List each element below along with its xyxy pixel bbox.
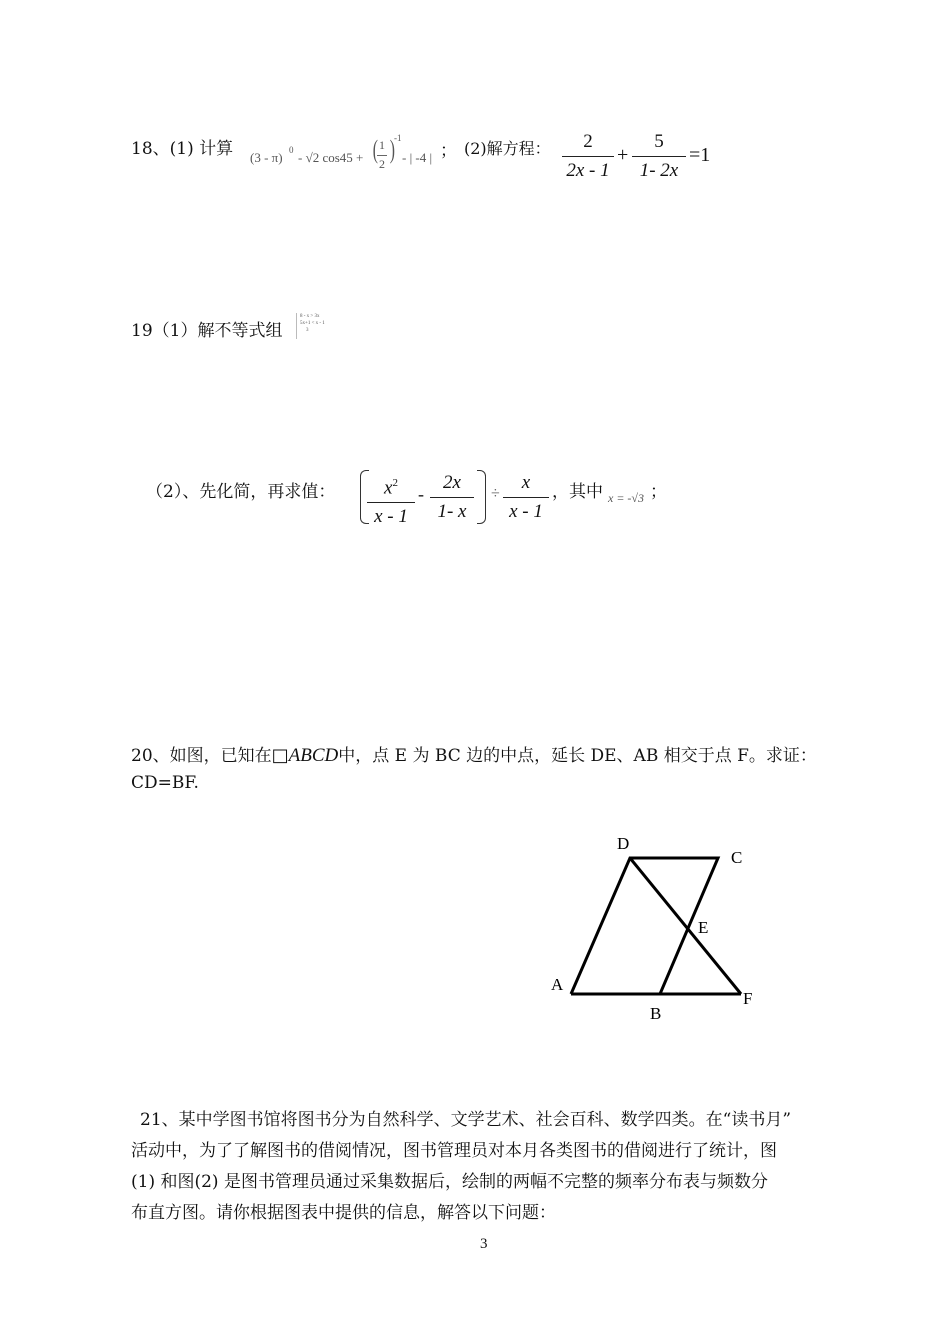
- eq-f2-num: 5: [654, 131, 664, 152]
- fraction-bar: [562, 156, 614, 157]
- point-label-e: E: [698, 918, 709, 937]
- expr-exp-a: 0: [289, 145, 294, 155]
- half-num: 1: [379, 138, 385, 152]
- right-paren: ): [389, 135, 395, 164]
- system-line-2: 5x+1 < x - 1: [300, 321, 325, 326]
- eq-fraction-1: [562, 131, 614, 182]
- left-paren: (: [372, 135, 378, 164]
- q21-paragraph: [131, 1105, 851, 1229]
- inequality-system: [296, 313, 343, 339]
- point-label-a: A: [551, 975, 564, 994]
- q18-expression-1: [248, 133, 448, 181]
- eq-rhs: =1: [689, 144, 711, 166]
- eq-f2-den: 1- 2x: [639, 160, 679, 181]
- page-number: 3: [480, 1236, 488, 1252]
- simp-f3-den: x - 1: [509, 501, 543, 522]
- point-label-d: D: [617, 834, 630, 853]
- parallelogram-abcd: [571, 858, 718, 994]
- expr-part-a: (3 - π): [250, 150, 283, 165]
- q18-label: 18、(1) 计算: [131, 139, 234, 159]
- point-label-f: F: [743, 989, 753, 1008]
- simp-f2-num: 2x: [443, 472, 461, 493]
- parallelogram-symbol: □: [271, 745, 289, 766]
- simp-fraction-1: [367, 472, 415, 528]
- fraction-bar: [632, 156, 686, 157]
- geometry-figure: [540, 825, 780, 1030]
- eq-plus: +: [617, 144, 629, 166]
- simp-f1-den: x - 1: [374, 506, 408, 528]
- expr-part-c: - | -4 |: [402, 150, 433, 165]
- simp-f1-exp: 2: [392, 477, 398, 489]
- half-den: 2: [379, 157, 385, 171]
- fraction-bar: [430, 497, 474, 498]
- point-label-b: B: [650, 1004, 662, 1023]
- eq-f1-den: 2x - 1: [566, 160, 610, 181]
- expr-part-b: - √2 cos45 +: [298, 150, 364, 165]
- simp-f2-den: 1- x: [437, 501, 467, 522]
- q20-line-1-pre: 20、如图，已知在: [131, 746, 272, 766]
- q21-line-4: 布直方图。请你根据图表中提供的信息，解答以下问题：: [131, 1203, 556, 1223]
- eq-f1-num: 2: [583, 131, 593, 152]
- q21-line-2: 活动中，为了了解图书的借阅情况，图书管理员对本月各类图书的借阅进行了统计，图: [131, 1141, 777, 1161]
- simp-f1-num: x: [384, 477, 393, 499]
- q20-line-1: [131, 741, 817, 767]
- q20-abcd: ABCD: [288, 745, 339, 766]
- q19-end: ；: [650, 482, 667, 502]
- q18-label-2: (2)解方程：: [464, 139, 551, 158]
- simp-minus: -: [418, 484, 424, 504]
- q21-line-3: (1) 和图(2) 是图书管理员通过采集数据后，绘制的两幅不完整的频率分布表与频数分: [131, 1172, 768, 1192]
- fraction-bar: [367, 502, 415, 503]
- half-bar: [377, 155, 387, 156]
- simp-f3-num: x: [521, 472, 531, 493]
- simp-divide: ÷: [491, 485, 500, 502]
- system-line-1: 8 - x > 3x: [300, 314, 320, 319]
- q19-part2-label: （2）、先化简，再求值：: [146, 482, 336, 502]
- q21-line-1: 21、某中学图书馆将图书分为自然科学、文学艺术、社会百科、数学四类。在“读书月”: [140, 1110, 792, 1130]
- q20-line-1-post: 中，点 E 为 BC 边的中点，延长 DE、AB 相交于点 F。求证：: [338, 746, 817, 766]
- eq-fraction-2: [632, 131, 686, 182]
- expr-exp-b: -1: [394, 133, 402, 143]
- fraction-bar: [503, 497, 549, 498]
- simp-fraction-3: [503, 472, 549, 523]
- q19-x-value: x = -√3: [608, 491, 645, 505]
- q18-separator: ；: [440, 141, 457, 161]
- q19-label: 19（1）解不等式组: [131, 321, 283, 341]
- system-line-3: 3: [306, 328, 309, 333]
- segment-df: [630, 858, 741, 994]
- simp-fraction-2: [430, 472, 474, 523]
- q19-where: ，其中: [552, 482, 603, 502]
- big-right-paren: [477, 470, 486, 524]
- point-label-c: C: [731, 848, 743, 867]
- q20-line-2: CD=BF.: [131, 773, 199, 793]
